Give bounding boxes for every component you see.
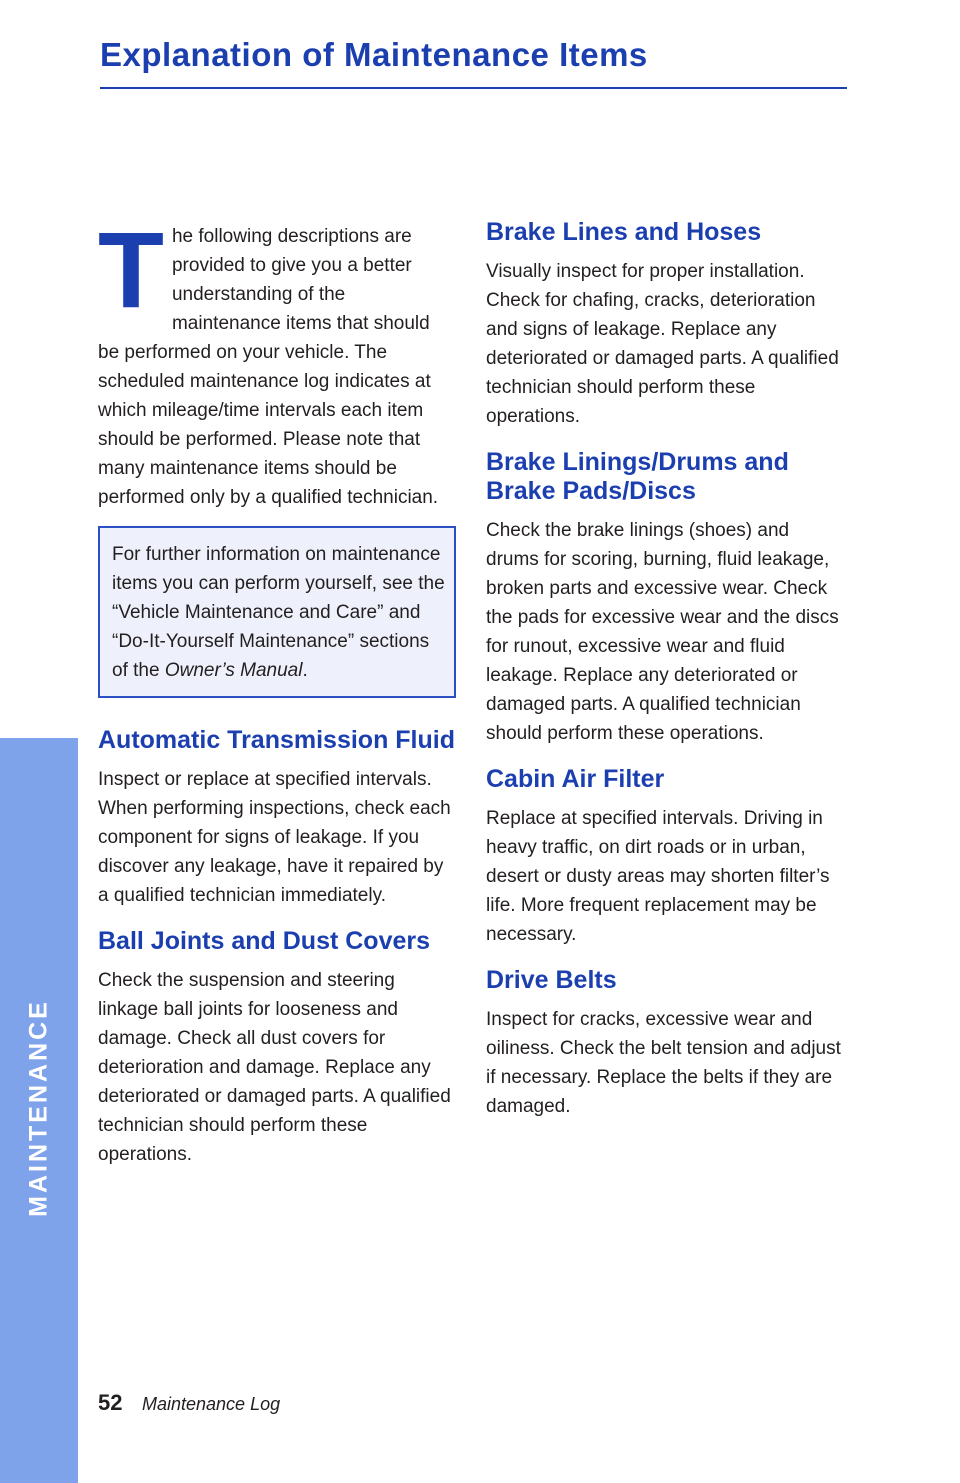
page-title: Explanation of Maintenance Items	[100, 36, 648, 73]
title-divider	[100, 87, 847, 89]
owners-manual-note	[98, 526, 456, 698]
section-automatic-transmission-fluid	[98, 726, 458, 910]
section-ball-joints	[98, 927, 458, 1169]
section-brake-lines	[486, 218, 842, 431]
page-number: 52	[98, 1390, 123, 1415]
note-text: For further information on maintenance items you can perform yourself, see the “Vehicle Maintenance and Care” and “Do-It-Yourself Maintenance” sections of the Owner’s Manual.	[112, 544, 445, 681]
intro-text: he following descriptions are provided to give you a better understanding of the maintenance items that should be performed on your vehicle. The scheduled maintenance log indicates at which mileage/time intervals each item should be performed. Please note that many maintenance items should be performed only by a qualified technician.	[98, 226, 439, 508]
intro-paragraph	[98, 209, 456, 512]
section-heading: Ball Joints and Dust Covers	[98, 927, 431, 955]
section-drive-belts	[486, 966, 842, 1121]
section-body: Check the brake linings (shoes) and drums for scoring, burning, fluid leakage, broken parts and excessive wear. Check the pads for excessive wear and the discs for runout, excessive wear and fluid leakage. Replace any deteriorated or damaged parts. A qualified technician should perform these operations.	[486, 520, 839, 744]
footer-label: Maintenance Log	[142, 1394, 281, 1414]
section-body: Inspect or replace at specified intervals. When performing inspections, check each component for signs of leakage. If you discover any leakage, have it repaired by a qualified technician immediately.	[98, 769, 451, 906]
section-body: Inspect for cracks, excessive wear and oiliness. Check the belt tension and adjust if necessary. Replace the belts if they are damaged.	[486, 1009, 841, 1117]
section-brake-linings	[486, 448, 842, 748]
drop-cap: T	[98, 209, 164, 330]
section-heading: Drive Belts	[486, 966, 617, 994]
section-body: Replace at specified intervals. Driving in heavy traffic, on dirt roads or in urban, desert or dusty areas may shorten filter’s life. More frequent replacement may be necessary.	[486, 808, 830, 945]
section-heading: Cabin Air Filter	[486, 765, 665, 793]
section-body: Visually inspect for proper installation. Check for chafing, cracks, deterioration and signs of leakage. Replace any deteriorated or damaged parts. A qualified technician should perform these operations.	[486, 261, 839, 427]
section-heading: Brake Linings/Drums and Brake Pads/Discs	[486, 448, 789, 505]
side-tab-label: MAINTENANCE	[24, 999, 53, 1217]
owners-manual-reference: Owner’s Manual	[164, 660, 303, 681]
section-heading: Automatic Transmission Fluid	[98, 726, 455, 754]
section-body: Check the suspension and steering linkage ball joints for looseness and damage. Check all dust covers for deterioration and damage. Replace any deteriorated or damaged parts. A qualified technician should perform these operations.	[98, 970, 451, 1165]
section-cabin-air-filter	[486, 765, 842, 949]
section-heading: Brake Lines and Hoses	[486, 218, 762, 246]
